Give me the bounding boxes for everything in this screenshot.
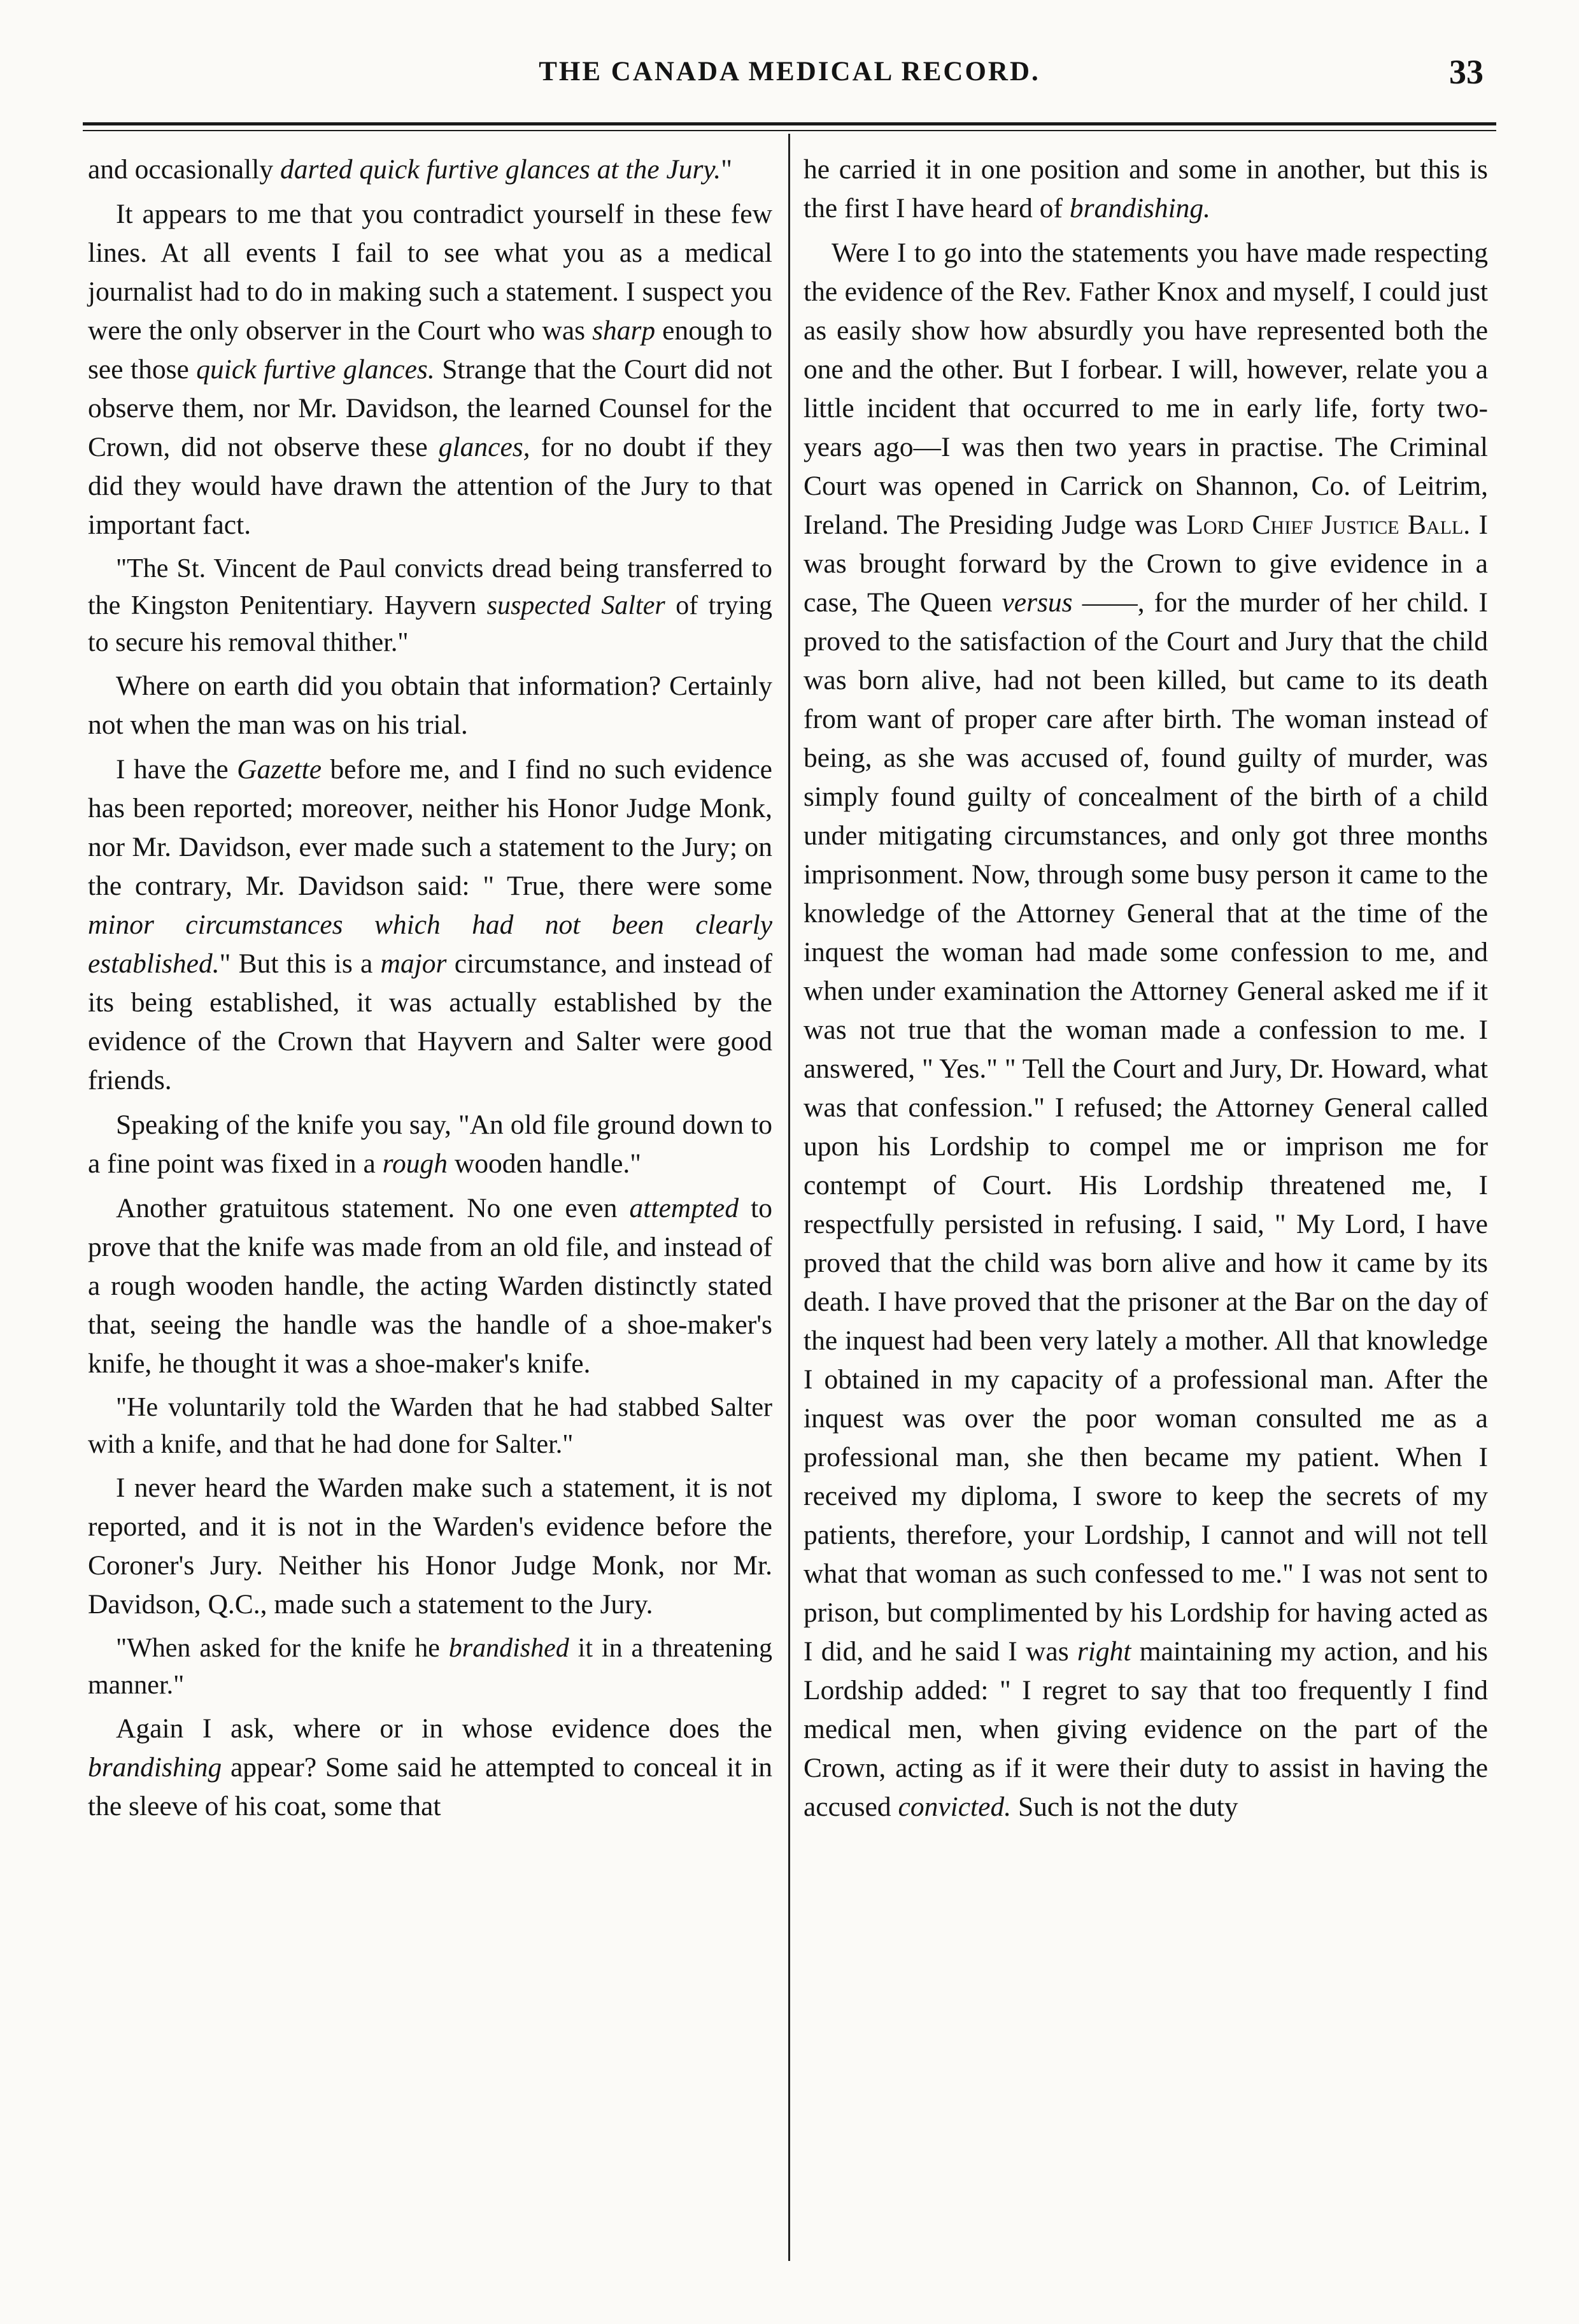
paragraph: Again I ask, where or in whose evidence does the brandishing appear? Some said he attempted to conceal it in the sleeve of his coat, some that bbox=[88, 1713, 772, 1821]
paragraph: I never heard the Warden make such a statement, it is not reported, and it is not in the Warden's evidence before the Coroner's Jury. Neither his Honor Judge Monk, nor Mr. Davidson, Q.C., made such a statement to the Jury. bbox=[88, 1472, 772, 1620]
header-rule bbox=[83, 122, 1496, 125]
paragraph: Where on earth did you obtain that information? Certainly not when the man was on his trial. bbox=[88, 671, 772, 740]
paragraph: I have the Gazette before me, and I find no such evidence has been reported; moreover, neither his Honor Judge Monk, nor Mr. Davidson, ever made such a statement to the Jury; on the contrary, Mr. Davidson said: " True, there were some minor circumstances which had not been clearly established." But this is a major circumstance, and instead of its being established, it was actually established by the evidence of the Crown that Hayvern and Salter were good friends. bbox=[88, 754, 772, 1095]
paragraph: Speaking of the knife you say, "An old file ground down to a fine point was fixed in a rough wooden handle." bbox=[88, 1109, 772, 1179]
paragraph: he carried it in one position and some in another, but this is the first I have heard of brandishing. bbox=[804, 154, 1488, 224]
journal-title: THE CANADA MEDICAL RECORD. bbox=[539, 57, 1040, 87]
judge-name: Lord Chief Justice Ball. bbox=[1186, 510, 1471, 540]
quoted-paragraph: "When asked for the knife he brandished it in a threatening manner." bbox=[88, 1634, 772, 1700]
page-number: 33 bbox=[1449, 53, 1483, 91]
column-divider bbox=[788, 134, 790, 2261]
page-header bbox=[0, 53, 1579, 101]
paragraph: Another gratuitous statement. No one even attempted to prove that the knife was made from an old file, and instead of a rough wooden handle, the acting Warden distinctly stated that, seeing the handle was the handle of a shoe-maker's knife, he thought it was a shoe-maker's knife. bbox=[88, 1193, 772, 1379]
quoted-paragraph: "The St. Vincent de Paul convicts dread being transferred to the Kingston Penitentiary. Hayvern suspected Salter of trying to secure his removal thither." bbox=[88, 554, 773, 657]
right-column bbox=[804, 150, 1488, 1832]
paragraph: Were I to go into the statements you have made respecting the evidence of the Rev. Father Knox and myself, I could just as easily show how absurdly you have represented both the one and the other. But I forbear. I will, however, relate you a little incident that occurred to me in early life, forty two-years ago—I was then two years in practise. The Criminal Court was opened in Carrick on Shannon, Co. of Leitrim, Ireland. The Presiding Judge was Lord Chief Justice Ball. I was brought forward by the Crown to give evidence in a case, The Queen versus ——, for the murder of her child. I proved to the satisfaction of the Court and Jury that the child was born alive, had not been killed, but came to its death from want of proper care after birth. The woman instead of being, as she was accused of, found guilty of murder, was simply found guilty of concealment of the birth of a child under mitigating circumstances, and only got three months imprisonment. Now, through some busy person it came to the knowledge of the Attorney General that at the time of the inquest the woman had made some confession to me, and when under examination the Attorney General asked me if it was not true that the woman made a confession to me. I answered, " Yes." " Tell the Court and Jury, Dr. Howard, what was that confession." I refused; the Attorney General called upon his Lordship to compel me or imprison me for contempt of Court. His Lordship threatened me, I respectfully persisted in refusing. I said, " My Lord, I have proved that the child was born alive and how it came by its death. I have proved that the prisoner at the Bar on the day of the inquest had been very lately a mother. All that knowledge I obtained in my capacity of a professional man. After the inquest was over the poor woman consulted me as a professional man, she then became my patient. When I received my diploma, I swore to keep the secrets of my patients, therefore, your Lordship, I cannot and will not tell what that woman as such confessed to me." I was not sent to prison, but complimented by his Lordship for having acted as I did, and he said I was right maintaining my action, and his Lordship added: " I regret to say that too frequently I find medical men, when giving evidence on the part of the Crown, acting as if it were their duty to assist in having the accused convicted. Such is not the duty bbox=[804, 238, 1488, 1822]
paragraph: and occasionally darted quick furtive glances at the Jury." bbox=[88, 154, 732, 185]
quoted-paragraph: "He voluntarily told the Warden that he had stabbed Salter with a knife, and that he had done for Salter." bbox=[88, 1393, 772, 1459]
header-rule-thin bbox=[83, 130, 1496, 131]
left-column bbox=[88, 150, 772, 1832]
paragraph: It appears to me that you contradict yourself in these few lines. At all events I fail to see what you as a medical journalist had to do in making such a statement. I suspect you were the only observer in the Court who was sharp enough to see those quick furtive glances. Strange that the Court did not observe them, nor Mr. Davidson, the learned Counsel for the Crown, did not observe these glances, for no doubt if they did they would have drawn the attention of the Jury to that important fact. bbox=[88, 199, 772, 540]
